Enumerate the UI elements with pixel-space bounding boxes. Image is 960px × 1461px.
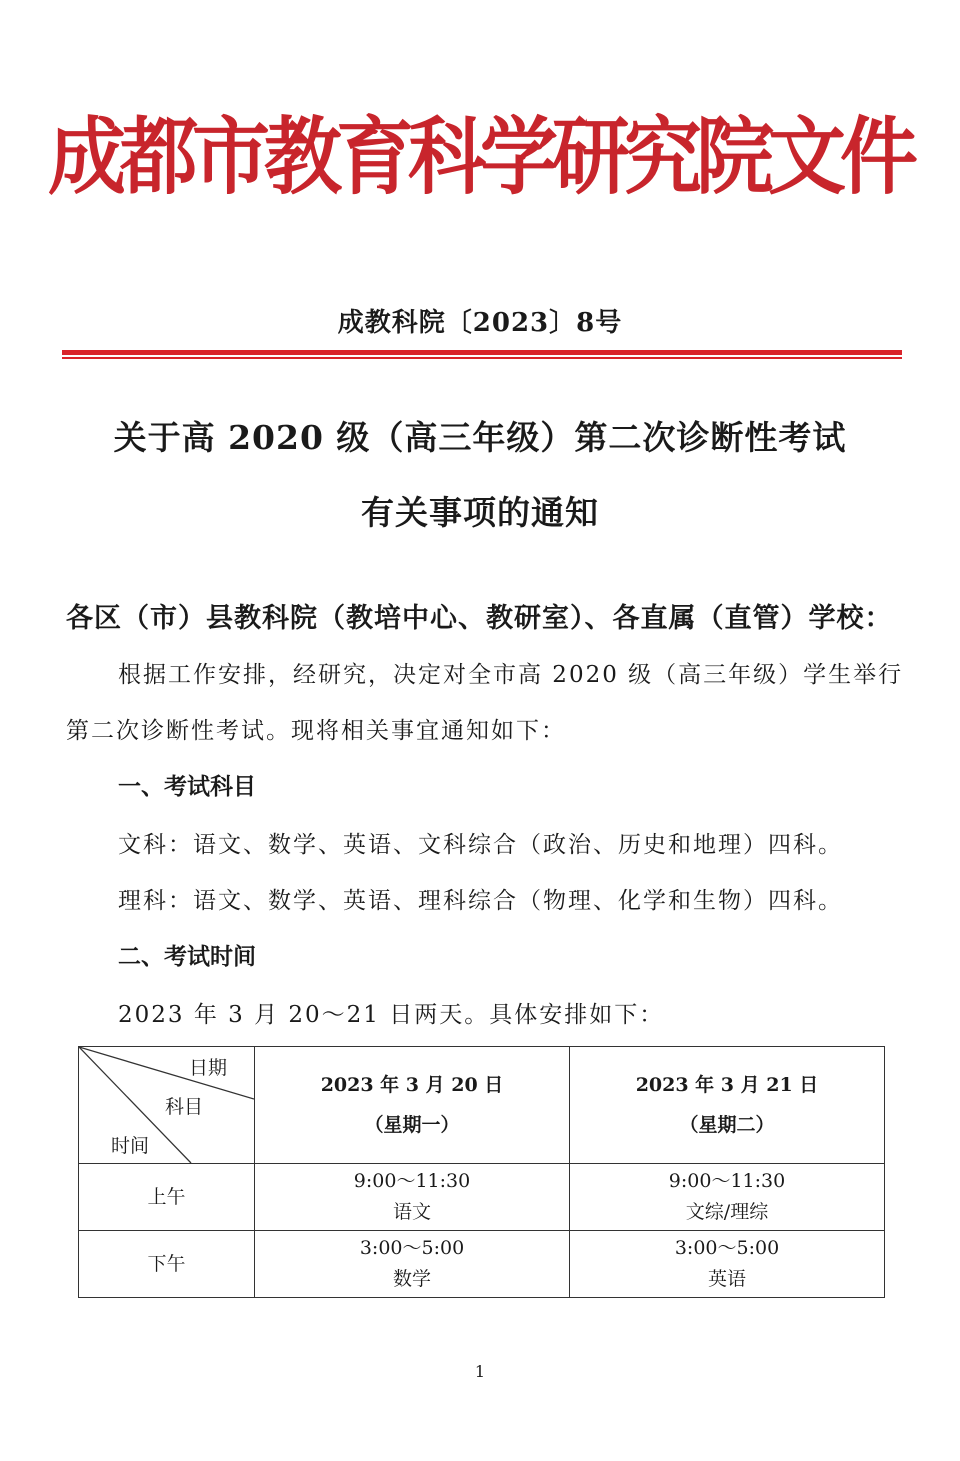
period-cell: 上午 (79, 1164, 255, 1231)
addressee: 各区（市）县教科院（教培中心、教研室）、各直属（直管）学校： (66, 603, 893, 634)
page-number: 1 (474, 1362, 486, 1381)
red-rule-thin (62, 357, 902, 359)
exam-schedule-table (78, 1046, 885, 1298)
exam-time: 9:00～11:30 (668, 1170, 786, 1192)
corner-subject-label: 科目 (165, 1096, 204, 1118)
schedule-cell (255, 1164, 570, 1231)
column-weekday: （星期二） (679, 1114, 775, 1136)
exam-time: 9:00～11:30 (353, 1170, 471, 1192)
red-rule (62, 350, 902, 355)
corner-date-label: 日期 (189, 1057, 228, 1079)
document-number: 成教科院〔2023〕8号 (337, 308, 623, 338)
exam-time: 3:00～5:00 (359, 1237, 465, 1259)
exam-subject: 英语 (707, 1268, 746, 1290)
exam-time: 3:00～5:00 (674, 1237, 780, 1259)
corner-cell (79, 1047, 255, 1164)
period-cell: 下午 (79, 1231, 255, 1298)
column-date: 2023 年 3 月 20 日 (320, 1074, 504, 1096)
exam-dates: 2023 年 3 月 20～21 日两天。具体安排如下： (118, 1002, 665, 1028)
intro-line-2: 第二次诊断性考试。现将相关事宜通知如下： (66, 718, 566, 744)
exam-subject: 语文 (392, 1201, 431, 1223)
column-header (570, 1047, 885, 1164)
notice-title-line2: 有关事项的通知 (361, 493, 599, 532)
science-subjects: 理科：语文、数学、英语、理科综合（物理、化学和生物）四科。 (118, 888, 843, 914)
section2-heading: 二、考试时间 (118, 944, 256, 970)
notice-title-line1: 关于高 2020 级（高三年级）第二次诊断性考试 (113, 418, 847, 457)
intro-line-1: 根据工作安排，经研究，决定对全市高 2020 级（高三年级）学生举行 (118, 662, 904, 688)
schedule-cell (570, 1164, 885, 1231)
table-row (79, 1231, 885, 1298)
corner-time-label: 时间 (111, 1135, 150, 1157)
exam-subject: 文综/理综 (685, 1201, 769, 1223)
exam-subject: 数学 (392, 1268, 431, 1290)
schedule-cell (570, 1231, 885, 1298)
column-date: 2023 年 3 月 21 日 (635, 1074, 819, 1096)
column-weekday: （星期一） (364, 1114, 460, 1136)
masthead-title: 成都市教育科学研究院文件 (47, 109, 912, 207)
schedule-cell (255, 1231, 570, 1298)
liberal-arts-subjects: 文科：语文、数学、英语、文科综合（政治、历史和地理）四科。 (118, 832, 843, 858)
section1-heading: 一、考试科目 (118, 774, 256, 800)
column-header (255, 1047, 570, 1164)
table-header-row (79, 1047, 885, 1164)
table-row (79, 1164, 885, 1231)
